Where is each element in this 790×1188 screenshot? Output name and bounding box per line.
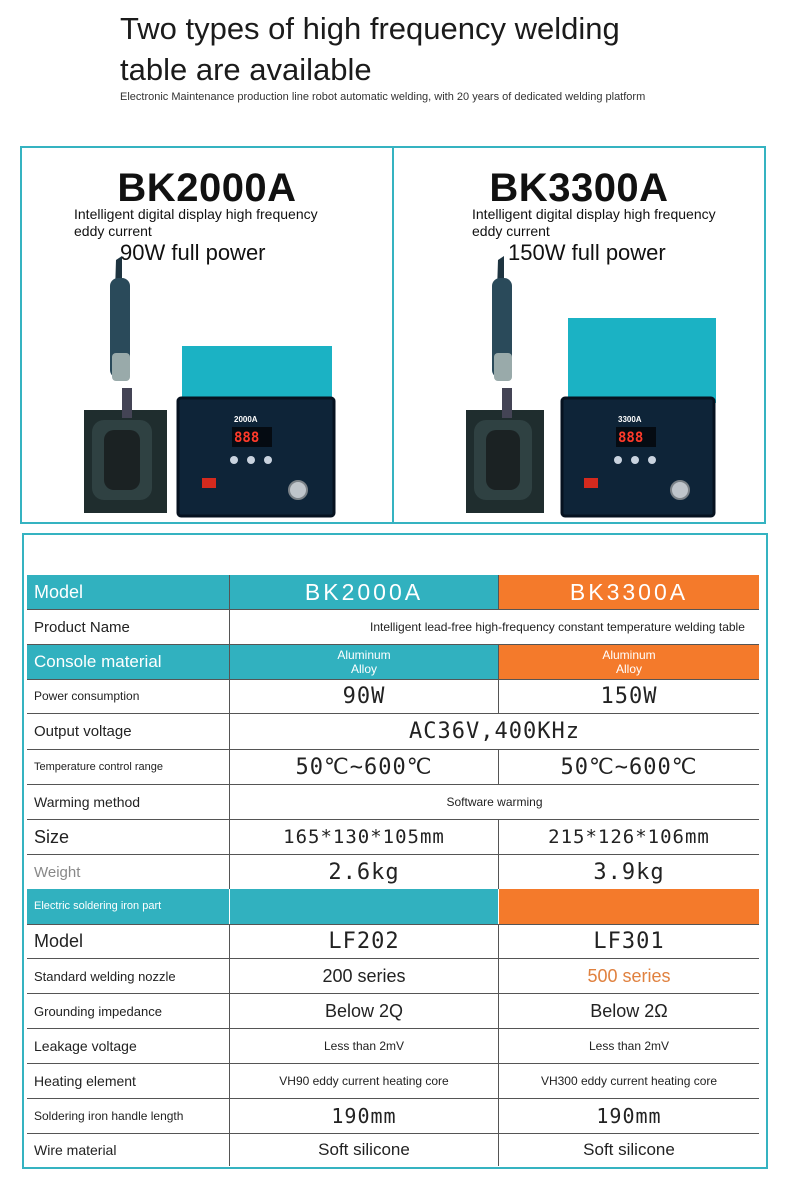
row-label: Weight xyxy=(34,863,81,881)
nozzle-a: 200 series xyxy=(229,959,498,993)
wire-material-b: Soft silicone xyxy=(498,1134,759,1166)
product-name-value: Intelligent lead-free high-frequency constant temperature welding table xyxy=(229,610,759,644)
grounding-b: Below 2Ω xyxy=(498,994,759,1028)
power-b: 150W xyxy=(498,680,759,713)
row-label: Leakage voltage xyxy=(34,1038,137,1054)
table-row xyxy=(27,645,759,680)
product-card-bk3300a xyxy=(392,148,764,522)
row-label: Standard welding nozzle xyxy=(34,968,176,984)
table-row xyxy=(27,1134,759,1166)
wire-material-a: Soft silicone xyxy=(229,1134,498,1166)
nozzle-b: 500 series xyxy=(498,959,759,993)
power-a: 90W xyxy=(229,680,498,713)
weight-b: 3.9kg xyxy=(498,855,759,889)
output-voltage-value: AC36V,400KHz xyxy=(229,714,759,749)
leakage-b: Less than 2mV xyxy=(498,1029,759,1063)
row-label: Grounding impedance xyxy=(34,1003,162,1019)
leakage-a: Less than 2mV xyxy=(229,1029,498,1063)
row-label: Warming method xyxy=(34,794,141,810)
table-row xyxy=(27,925,759,959)
heating-element-a: VH90 eddy current heating core xyxy=(229,1064,498,1098)
section-label: Electric soldering iron part xyxy=(27,889,229,924)
section-fill-b xyxy=(498,889,759,924)
product-power: 90W full power xyxy=(120,240,266,265)
row-label: Temperature control range xyxy=(34,760,164,773)
table-row xyxy=(27,714,759,750)
product-description: Intelligent digital display high frequency eddy current xyxy=(74,206,318,239)
table-row xyxy=(27,680,759,714)
console-material-a: Aluminum Alloy xyxy=(229,645,498,679)
table-row xyxy=(27,1099,759,1134)
row-label: Power consumption xyxy=(34,689,140,703)
table-row xyxy=(27,959,759,994)
warming-method-value: Software warming xyxy=(229,785,759,819)
station-display: 888 xyxy=(618,430,644,446)
table-row xyxy=(27,1029,759,1064)
size-b: 215*126*106mm xyxy=(498,820,759,854)
table-row xyxy=(27,994,759,1029)
handle-length-a: 190mm xyxy=(229,1099,498,1133)
table-row xyxy=(27,750,759,785)
table-row xyxy=(27,1064,759,1099)
table-row xyxy=(27,785,759,820)
table-row xyxy=(27,855,759,889)
product-name: BK3300A xyxy=(489,166,669,210)
row-label: Wire material xyxy=(34,1142,117,1158)
row-label: Soldering iron handle length xyxy=(34,1108,184,1123)
row-label: Product Name xyxy=(34,618,130,636)
product-card-bk2000a xyxy=(22,148,392,522)
handle-length-b: 190mm xyxy=(498,1099,759,1133)
size-a: 165*130*105mm xyxy=(229,820,498,854)
row-label: Model xyxy=(34,931,84,951)
section-fill-a xyxy=(229,889,498,924)
row-label: Model xyxy=(27,575,229,609)
station-panel-label: 2000A xyxy=(234,415,258,424)
model-a: BK2000A xyxy=(229,575,498,609)
model-b: BK3300A xyxy=(498,575,759,609)
spec-table xyxy=(22,533,768,1169)
station-display: 888 xyxy=(234,430,260,446)
product-comparison xyxy=(20,146,766,524)
page-subtitle: Electronic Maintenance production line robot automatic welding, with 20 years of dedicated welding platform xyxy=(120,91,646,103)
table-row xyxy=(27,889,759,925)
row-label: Heating element xyxy=(34,1073,136,1089)
row-label: Console material xyxy=(27,645,229,679)
iron-model-b: LF301 xyxy=(498,925,759,958)
table-row xyxy=(27,575,759,610)
temp-range-a: 50℃~600℃ xyxy=(229,750,498,784)
product-name: BK2000A xyxy=(117,166,297,210)
table-row xyxy=(27,610,759,645)
table-row xyxy=(27,820,759,855)
product-power: 150W full power xyxy=(508,240,666,265)
row-label: Size xyxy=(34,826,70,847)
station-panel-label: 3300A xyxy=(618,415,642,424)
product-description: Intelligent digital display high frequency eddy current xyxy=(472,206,716,239)
temp-range-b: 50℃~600℃ xyxy=(498,750,759,784)
console-material-b: Aluminum Alloy xyxy=(498,645,759,679)
weight-a: 2.6kg xyxy=(229,855,498,889)
heating-element-b: VH300 eddy current heating core xyxy=(498,1064,759,1098)
page-title: Two types of high frequency welding table are available xyxy=(120,11,620,87)
iron-model-a: LF202 xyxy=(229,925,498,958)
row-label: Output voltage xyxy=(34,723,132,740)
grounding-a: Below 2Q xyxy=(229,994,498,1028)
